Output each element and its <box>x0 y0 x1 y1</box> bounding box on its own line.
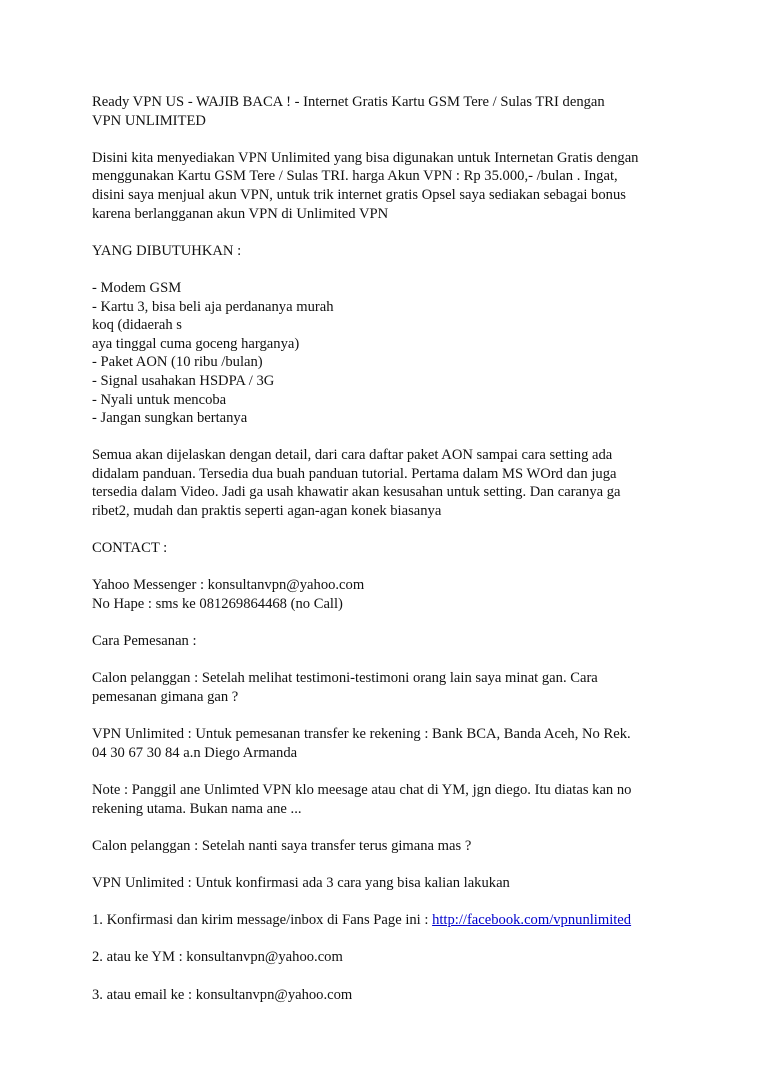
contact-heading <box>92 539 692 558</box>
contact-block <box>92 576 692 613</box>
customer-question-2 <box>92 837 692 856</box>
customer-question-1 <box>92 669 692 706</box>
list-item: aya tinggal cuma goceng harganya) <box>92 335 300 352</box>
vpn-1-line-1: VPN Unlimited : Untuk pemesanan transfer ke rekening : Bank BCA, Banda Aceh, No Rek. <box>92 726 631 743</box>
order-heading <box>92 632 692 651</box>
document-title <box>92 93 692 130</box>
customer-2-line: Calon pelanggan : Setelah nanti saya transfer terus gimana mas ? <box>92 837 472 854</box>
needs-heading <box>92 242 692 261</box>
list-item: - Kartu 3, bisa beli aja perdananya murah <box>92 298 334 315</box>
explain-paragraph <box>92 446 692 520</box>
intro-line-2: menggunakan Kartu GSM Tere / Sulas TRI. harga Akun VPN : Rp 35.000,- /bulan . Ingat, <box>92 168 618 185</box>
note-line-2: rekening utama. Bukan nama ane ... <box>92 800 302 817</box>
explain-line-4: ribet2, mudah dan praktis seperti agan-agan konek biasanya <box>92 503 442 520</box>
step-2 <box>92 948 692 967</box>
explain-line-2: didalam panduan. Tersedia dua buah panduan tutorial. Pertama dalam MS WOrd dan juga <box>92 465 617 482</box>
contact-phone: No Hape : sms ke 081269864468 (no Call) <box>92 596 343 613</box>
title-line-2: VPN UNLIMITED <box>92 112 206 129</box>
needs-heading-text: YANG DIBUTUHKAN : <box>92 242 242 259</box>
step-1-line <box>92 911 692 930</box>
intro-line-4: karena berlangganan akun VPN di Unlimited VPN <box>92 205 389 222</box>
list-item: koq (didaerah s <box>92 317 182 334</box>
intro-line-1: Disini kita menyediakan VPN Unlimited yang bisa digunakan untuk Internetan Gratis dengan <box>92 149 639 166</box>
list-item: - Signal usahakan HSDPA / 3G <box>92 372 275 389</box>
contact-yahoo: Yahoo Messenger : konsultanvpn@yahoo.com <box>92 577 365 594</box>
intro-line-3: disini saya menjual akun VPN, untuk trik internet gratis Opsel saya sediakan sebagai bonus <box>92 186 626 203</box>
customer-1-line-1: Calon pelanggan : Setelah melihat testimoni-testimoni orang lain saya minat gan. Cara <box>92 670 598 687</box>
step-1 <box>92 911 692 930</box>
needs-list <box>92 279 692 428</box>
list-item: - Paket AON (10 ribu /bulan) <box>92 354 263 371</box>
vpn-answer-2 <box>92 874 692 893</box>
order-heading-text: Cara Pemesanan : <box>92 633 197 650</box>
vpn-1-line-2: 04 30 67 30 84 a.n Diego Armanda <box>92 744 298 761</box>
explain-line-1: Semua akan dijelaskan dengan detail, dari cara daftar paket AON sampai cara setting ada <box>92 447 613 464</box>
step-1-text: 1. Konfirmasi dan kirim message/inbox di Fans Page ini : <box>92 912 433 929</box>
note-paragraph <box>92 781 692 818</box>
step-3-line: 3. atau email ke : konsultanvpn@yahoo.com <box>92 986 353 1003</box>
list-item: - Nyali untuk mencoba <box>92 391 227 408</box>
vpn-2-line: VPN Unlimited : Untuk konfirmasi ada 3 cara yang bisa kalian lakukan <box>92 874 510 891</box>
list-item: - Modem GSM <box>92 279 182 296</box>
contact-heading-text: CONTACT : <box>92 540 168 557</box>
intro-paragraph <box>92 149 692 223</box>
customer-1-line-2: pemesanan gimana gan ? <box>92 689 239 705</box>
list-item: - Jangan sungkan bertanya <box>92 410 248 427</box>
note-line-1: Note : Panggil ane Unlimted VPN klo meesage atau chat di YM, jgn diego. Itu diatas kan no <box>92 781 632 798</box>
document-page <box>92 93 692 1023</box>
title-line-1: Ready VPN US - WAJIB BACA ! - Internet Gratis Kartu GSM Tere / Sulas TRI dengan <box>92 94 605 110</box>
step-2-line: 2. atau ke YM : konsultanvpn@yahoo.com <box>92 949 343 966</box>
vpn-answer-1 <box>92 725 692 762</box>
explain-line-3: tersedia dalam Video. Jadi ga usah khawatir akan kesusahan untuk setting. Dan caranya ga <box>92 484 621 501</box>
step-3 <box>92 986 692 1005</box>
facebook-link[interactable]: http://facebook.com/vpnunlimited <box>432 912 632 929</box>
